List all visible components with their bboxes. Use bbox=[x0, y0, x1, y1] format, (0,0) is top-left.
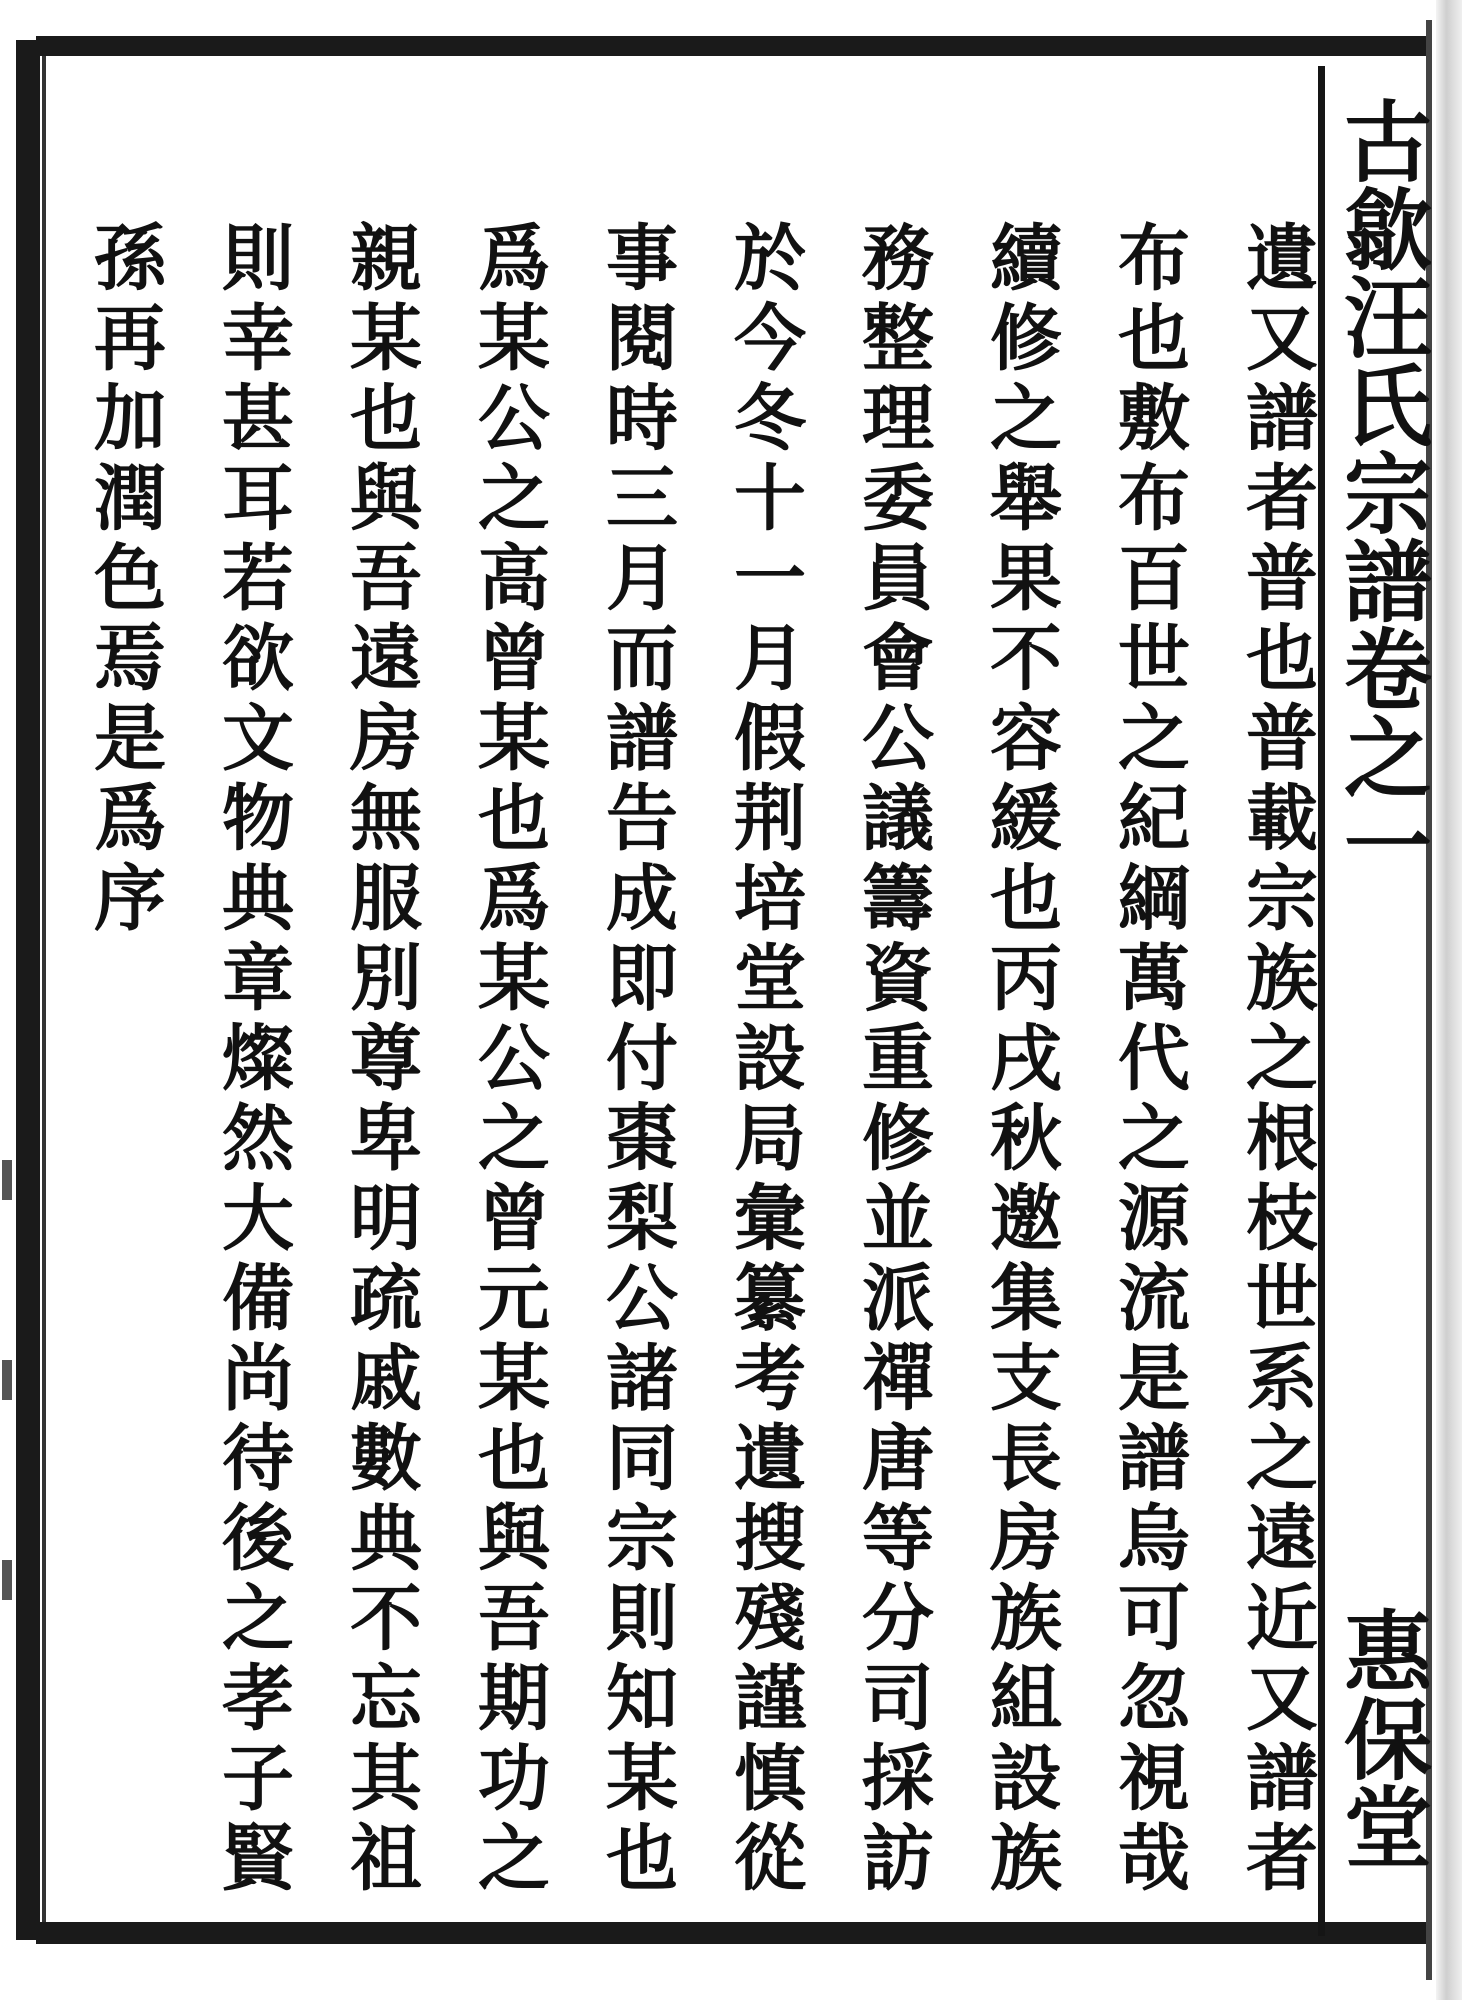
left-edge-marks bbox=[0, 1000, 14, 1900]
page-border-left-inner bbox=[42, 56, 46, 1922]
preface-body-text: 遺又譜者普也普載宗族之根枝世系之遠近又譜者布也敷布百世之紀綱萬代之源流是譜烏可忽視哉續修之舉果不容緩也丙戌秋邀集支長房族組設族務整理委員會公議籌資重修並派禪唐等分司採訪於今冬十一月假荆培堂設局彙纂考遺搜殘謹慎從事閱時三月而譜告成即付棗梨公諸同宗則知某也爲某公之高曾某也爲某公之曾元某也與吾期功之親某也與吾遠房無服別尊卑明疏戚數典不忘其祖則幸甚耳若欲文物典章燦然大備尚待後之孝子賢孫再加潤色焉是爲序 bbox=[82, 220, 1319, 1900]
margin-hall-name: 惠保堂 bbox=[1330, 1606, 1434, 1870]
page-fore-edge bbox=[1436, 0, 1462, 2000]
page-border-top bbox=[36, 36, 1426, 56]
margin-book-title: 古歙汪氏宗譜卷之一 bbox=[1330, 96, 1434, 888]
page-border-left bbox=[16, 40, 40, 1940]
main-text-block bbox=[60, 220, 1319, 1910]
margin-strip bbox=[1330, 66, 1434, 1936]
page-border-bottom bbox=[36, 1922, 1426, 1944]
